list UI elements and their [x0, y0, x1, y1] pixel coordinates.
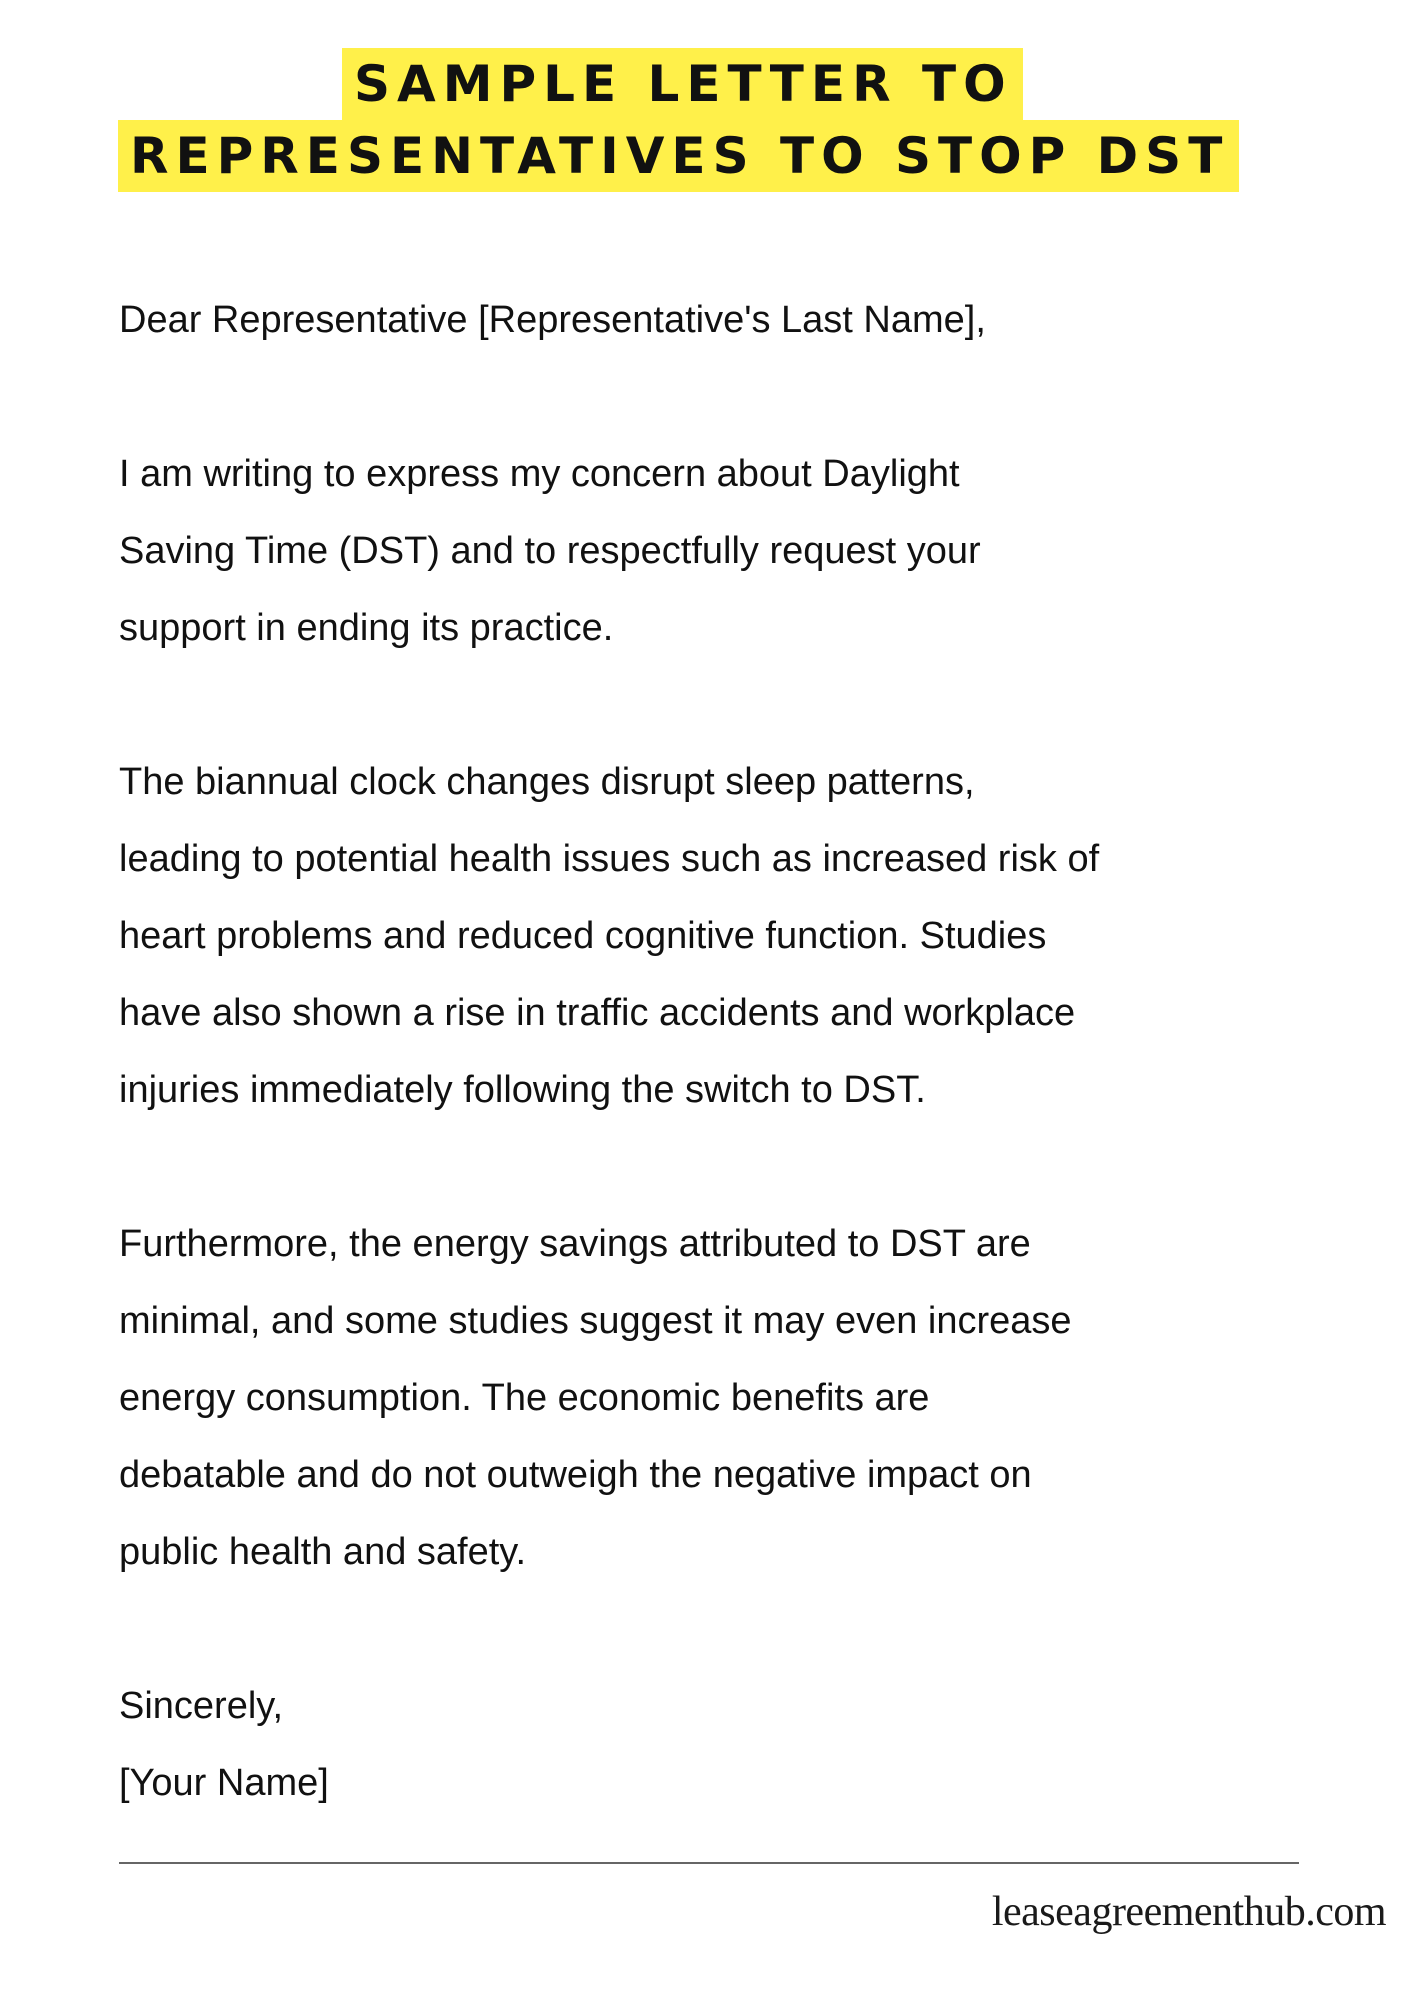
- salutation-text: Dear Representative [Representative's Last Name],: [119, 299, 986, 341]
- closing-block: [119, 1668, 1359, 1822]
- salutation: [119, 282, 1359, 359]
- letter-body: [119, 282, 1359, 1899]
- paragraph-3-line: debatable and do not outweigh the negative impact on: [119, 1454, 1032, 1496]
- signature-placeholder: [Your Name]: [119, 1762, 329, 1804]
- site-watermark: leaseagreementhub.com: [991, 1889, 1386, 1935]
- paragraph-3: [119, 1206, 1359, 1591]
- paragraph-1: [119, 436, 1359, 667]
- paragraph-1-line: Saving Time (DST) and to respectfully request your: [119, 530, 981, 572]
- paragraph-2-line: The biannual clock changes disrupt sleep patterns,: [119, 761, 975, 803]
- closing-text: Sincerely,: [119, 1685, 284, 1727]
- paragraph-3-line: public health and safety.: [119, 1531, 527, 1573]
- paragraph-2-line: have also shown a rise in traffic accidents and workplace: [119, 992, 1076, 1034]
- paragraph-1-line: I am writing to express my concern about Daylight: [119, 453, 960, 495]
- paragraph-2-line: leading to potential health issues such as increased risk of: [119, 838, 1100, 880]
- paragraph-2-line: heart problems and reduced cognitive function. Studies: [119, 915, 1047, 957]
- paragraph-1-line: support in ending its practice.: [119, 607, 614, 649]
- paragraph-2-line: injuries immediately following the switch to DST.: [119, 1069, 926, 1111]
- paragraph-2: [119, 744, 1359, 1129]
- paragraph-3-line: energy consumption. The economic benefits are: [119, 1377, 930, 1419]
- paragraph-3-line: minimal, and some studies suggest it may even increase: [119, 1300, 1072, 1342]
- title-line-1: SAMPLE LETTER TO: [342, 48, 1023, 120]
- paragraph-3-line: Furthermore, the energy savings attributed to DST are: [119, 1223, 1031, 1265]
- title-line-2: REPRESENTATIVES TO STOP DST: [118, 120, 1239, 192]
- footer-divider: [119, 1862, 1299, 1864]
